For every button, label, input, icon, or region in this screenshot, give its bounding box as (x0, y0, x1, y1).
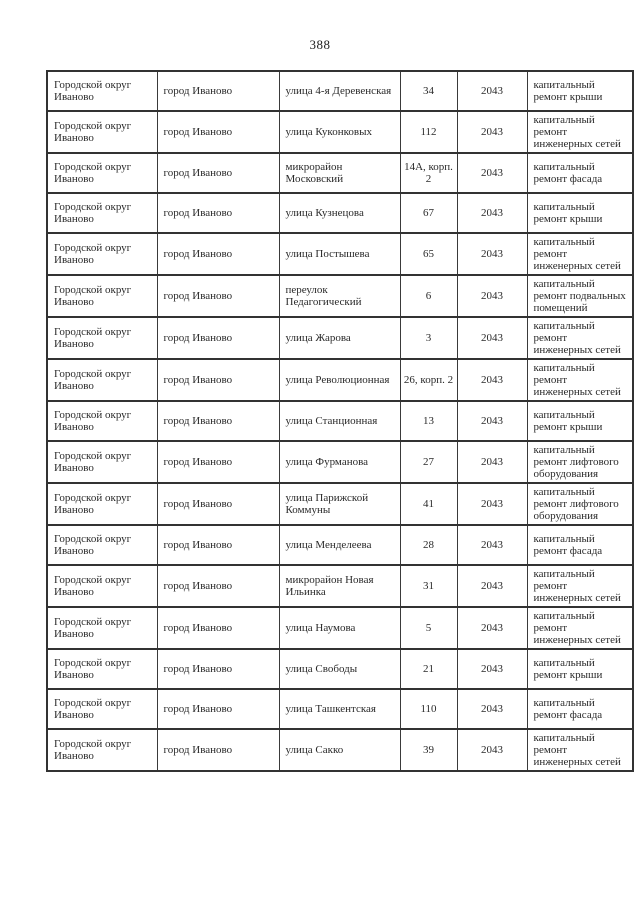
cell-house: 67 (400, 193, 457, 233)
cell-house: 27 (400, 441, 457, 483)
cell-year: 2043 (457, 193, 527, 233)
cell-street: улица Куконковых (279, 111, 400, 153)
cell-street: улица Свободы (279, 649, 400, 689)
cell-year: 2043 (457, 565, 527, 607)
cell-city: город Иваново (157, 233, 279, 275)
cell-city: город Иваново (157, 275, 279, 317)
cell-city: город Иваново (157, 729, 279, 771)
table-row (47, 525, 633, 565)
table-row (47, 111, 633, 153)
cell-district: Городской округ Иваново (47, 153, 157, 193)
cell-district: Городской округ Иваново (47, 233, 157, 275)
table-row (47, 153, 633, 193)
cell-work: капитальный ремонт инженерных сетей (527, 111, 633, 153)
cell-district: Городской округ Иваново (47, 317, 157, 359)
cell-year: 2043 (457, 441, 527, 483)
cell-house: 14А, корп. 2 (400, 153, 457, 193)
cell-work: капитальный ремонт крыши (527, 649, 633, 689)
cell-street: улица Кузнецова (279, 193, 400, 233)
cell-house: 6 (400, 275, 457, 317)
cell-street: улица Фурманова (279, 441, 400, 483)
cell-street: улица Революционная (279, 359, 400, 401)
cell-work: капитальный ремонт лифтового оборудования (527, 441, 633, 483)
cell-year: 2043 (457, 153, 527, 193)
cell-work: капитальный ремонт крыши (527, 193, 633, 233)
cell-district: Городской округ Иваново (47, 649, 157, 689)
repairs-table-body (47, 71, 633, 771)
cell-district: Городской округ Иваново (47, 71, 157, 111)
cell-street: улица Парижской Коммуны (279, 483, 400, 525)
cell-street: улица Наумова (279, 607, 400, 649)
page-number: 388 (309, 37, 331, 52)
cell-city: город Иваново (157, 649, 279, 689)
cell-street: улица Жарова (279, 317, 400, 359)
cell-work: капитальный ремонт инженерных сетей (527, 233, 633, 275)
cell-house: 110 (400, 689, 457, 729)
cell-street: улица Менделеева (279, 525, 400, 565)
cell-work: капитальный ремонт фасада (527, 525, 633, 565)
table-row (47, 441, 633, 483)
cell-year: 2043 (457, 607, 527, 649)
cell-year: 2043 (457, 317, 527, 359)
cell-district: Городской округ Иваново (47, 111, 157, 153)
cell-city: город Иваново (157, 483, 279, 525)
cell-house: 39 (400, 729, 457, 771)
cell-house: 5 (400, 607, 457, 649)
cell-work: капитальный ремонт лифтового оборудования (527, 483, 633, 525)
cell-work: капитальный ремонт подвальных помещений (527, 275, 633, 317)
cell-city: город Иваново (157, 111, 279, 153)
cell-city: город Иваново (157, 441, 279, 483)
cell-city: город Иваново (157, 71, 279, 111)
table-row (47, 275, 633, 317)
cell-city: город Иваново (157, 359, 279, 401)
cell-house: 34 (400, 71, 457, 111)
cell-work: капитальный ремонт инженерных сетей (527, 729, 633, 771)
cell-street: улица Сакко (279, 729, 400, 771)
cell-year: 2043 (457, 729, 527, 771)
cell-house: 31 (400, 565, 457, 607)
table-row (47, 401, 633, 441)
cell-house: 13 (400, 401, 457, 441)
repairs-table (46, 70, 634, 772)
cell-district: Городской округ Иваново (47, 359, 157, 401)
cell-year: 2043 (457, 649, 527, 689)
cell-house: 28 (400, 525, 457, 565)
cell-district: Городской округ Иваново (47, 565, 157, 607)
cell-year: 2043 (457, 359, 527, 401)
cell-district: Городской округ Иваново (47, 441, 157, 483)
table-row (47, 71, 633, 111)
cell-city: город Иваново (157, 153, 279, 193)
cell-street: микрорайон Московский (279, 153, 400, 193)
cell-work: капитальный ремонт фасада (527, 153, 633, 193)
cell-district: Городской округ Иваново (47, 689, 157, 729)
cell-work: капитальный ремонт инженерных сетей (527, 317, 633, 359)
cell-district: Городской округ Иваново (47, 483, 157, 525)
cell-district: Городской округ Иваново (47, 607, 157, 649)
cell-house: 65 (400, 233, 457, 275)
cell-work: капитальный ремонт крыши (527, 401, 633, 441)
cell-year: 2043 (457, 689, 527, 729)
cell-street: улица Ташкентская (279, 689, 400, 729)
cell-house: 41 (400, 483, 457, 525)
cell-year: 2043 (457, 275, 527, 317)
cell-city: город Иваново (157, 317, 279, 359)
cell-city: город Иваново (157, 565, 279, 607)
cell-city: город Иваново (157, 401, 279, 441)
table-row (47, 193, 633, 233)
cell-district: Городской округ Иваново (47, 401, 157, 441)
cell-street: улица Постышева (279, 233, 400, 275)
cell-street: улица Станционная (279, 401, 400, 441)
cell-street: улица 4-я Деревенская (279, 71, 400, 111)
table-row (47, 689, 633, 729)
cell-work: капитальный ремонт инженерных сетей (527, 607, 633, 649)
cell-house: 26, корп. 2 (400, 359, 457, 401)
table-row (47, 233, 633, 275)
cell-district: Городской округ Иваново (47, 275, 157, 317)
table-row (47, 317, 633, 359)
table-row (47, 483, 633, 525)
cell-city: город Иваново (157, 689, 279, 729)
table-row (47, 359, 633, 401)
cell-work: капитальный ремонт фасада (527, 689, 633, 729)
cell-city: город Иваново (157, 607, 279, 649)
cell-city: город Иваново (157, 525, 279, 565)
cell-street: переулок Педагогический (279, 275, 400, 317)
cell-street: микрорайон Новая Ильинка (279, 565, 400, 607)
cell-year: 2043 (457, 525, 527, 565)
cell-district: Городской округ Иваново (47, 729, 157, 771)
cell-year: 2043 (457, 71, 527, 111)
cell-year: 2043 (457, 401, 527, 441)
cell-work: капитальный ремонт крыши (527, 71, 633, 111)
table-row (47, 729, 633, 771)
table-row (47, 607, 633, 649)
cell-district: Городской округ Иваново (47, 525, 157, 565)
cell-year: 2043 (457, 111, 527, 153)
cell-district: Городской округ Иваново (47, 193, 157, 233)
cell-work: капитальный ремонт инженерных сетей (527, 565, 633, 607)
cell-city: город Иваново (157, 193, 279, 233)
cell-house: 21 (400, 649, 457, 689)
cell-house: 3 (400, 317, 457, 359)
cell-year: 2043 (457, 233, 527, 275)
table-row (47, 565, 633, 607)
cell-year: 2043 (457, 483, 527, 525)
cell-work: капитальный ремонт инженерных сетей (527, 359, 633, 401)
cell-house: 112 (400, 111, 457, 153)
table-row (47, 649, 633, 689)
